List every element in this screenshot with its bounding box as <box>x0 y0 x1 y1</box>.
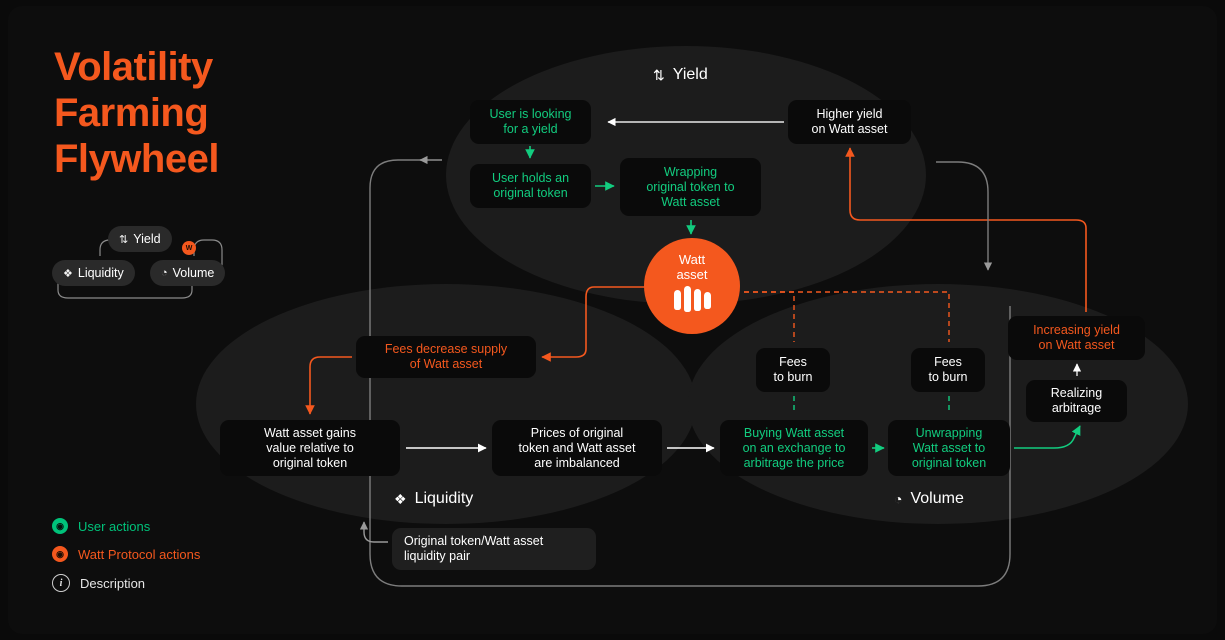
legend-label-description: Description <box>80 575 146 591</box>
node-realizing-arbitrage[interactable]: Realizing arbitrage <box>1026 380 1127 422</box>
node-fees-to-burn-1[interactable]: Fees to burn <box>756 348 830 392</box>
legend-label-watt-protocol-actions: Watt Protocol actions <box>78 546 201 562</box>
group-label-volume <box>894 490 964 508</box>
diagram-canvas <box>8 6 1217 634</box>
liquidity-icon: ❖ <box>394 490 407 507</box>
page-title: Volatility Farming Flywheel <box>54 45 219 181</box>
info-icon: i <box>52 574 70 592</box>
node-fees-decrease-supply-of-watt-asset[interactable]: Fees decrease supply of Watt asset <box>356 336 536 378</box>
node-user-holds-an-original-token[interactable]: User holds an original token <box>470 164 591 208</box>
user-action-dot-icon: ◉ <box>52 518 68 534</box>
group-label-liquidity-text: Liquidity <box>414 490 474 507</box>
node-higher-yield-on-watt-asset[interactable]: Higher yield on Watt asset <box>788 100 911 144</box>
node-watt-asset-gains-value[interactable]: Watt asset gains value relative to original token <box>220 420 400 476</box>
node-prices-are-imbalanced[interactable]: Prices of original token and Watt asset are imbalanced <box>492 420 662 476</box>
yield-icon: ⇅ <box>119 233 129 246</box>
mini-pill-yield-label: Yield <box>133 232 161 246</box>
flame-icon <box>674 286 711 312</box>
watt-badge-icon: W <box>182 241 196 255</box>
group-label-volume-text: Volume <box>910 490 964 507</box>
node-user-is-looking-for-a-yield[interactable]: User is looking for a yield <box>470 100 591 144</box>
watt-asset-hub[interactable] <box>644 238 740 334</box>
node-fees-to-burn-2[interactable]: Fees to burn <box>911 348 985 392</box>
volume-icon: ◔ <box>161 267 168 279</box>
node-increasing-yield-on-watt-asset[interactable]: Increasing yield on Watt asset <box>1008 316 1145 360</box>
volume-icon: ◔ <box>894 491 903 507</box>
group-label-yield-text: Yield <box>672 66 708 83</box>
node-unwrapping-watt-asset[interactable]: Unwrapping Watt asset to original token <box>888 420 1010 476</box>
node-original-token-watt-asset-liquidity-pair[interactable]: Original token/Watt asset liquidity pair <box>392 528 596 570</box>
legend-label-user-actions: User actions <box>78 518 151 534</box>
group-label-liquidity <box>394 490 473 508</box>
mini-pill-liquidity-label: Liquidity <box>77 266 124 280</box>
node-buying-watt-asset-on-an-exchange[interactable]: Buying Watt asset on an exchange to arbitrage the price <box>720 420 868 476</box>
liquidity-icon: ❖ <box>63 267 73 280</box>
group-label-yield <box>653 66 708 84</box>
protocol-action-dot-icon: ◉ <box>52 546 68 562</box>
node-wrapping-original-token-to-watt-asset[interactable]: Wrapping original token to Watt asset <box>620 158 761 216</box>
yield-icon: ⇅ <box>653 66 665 83</box>
watt-asset-label-line2: asset <box>676 267 708 282</box>
mini-pill-volume-label: Volume <box>172 266 215 280</box>
watt-asset-label-line1: Watt <box>678 252 706 267</box>
